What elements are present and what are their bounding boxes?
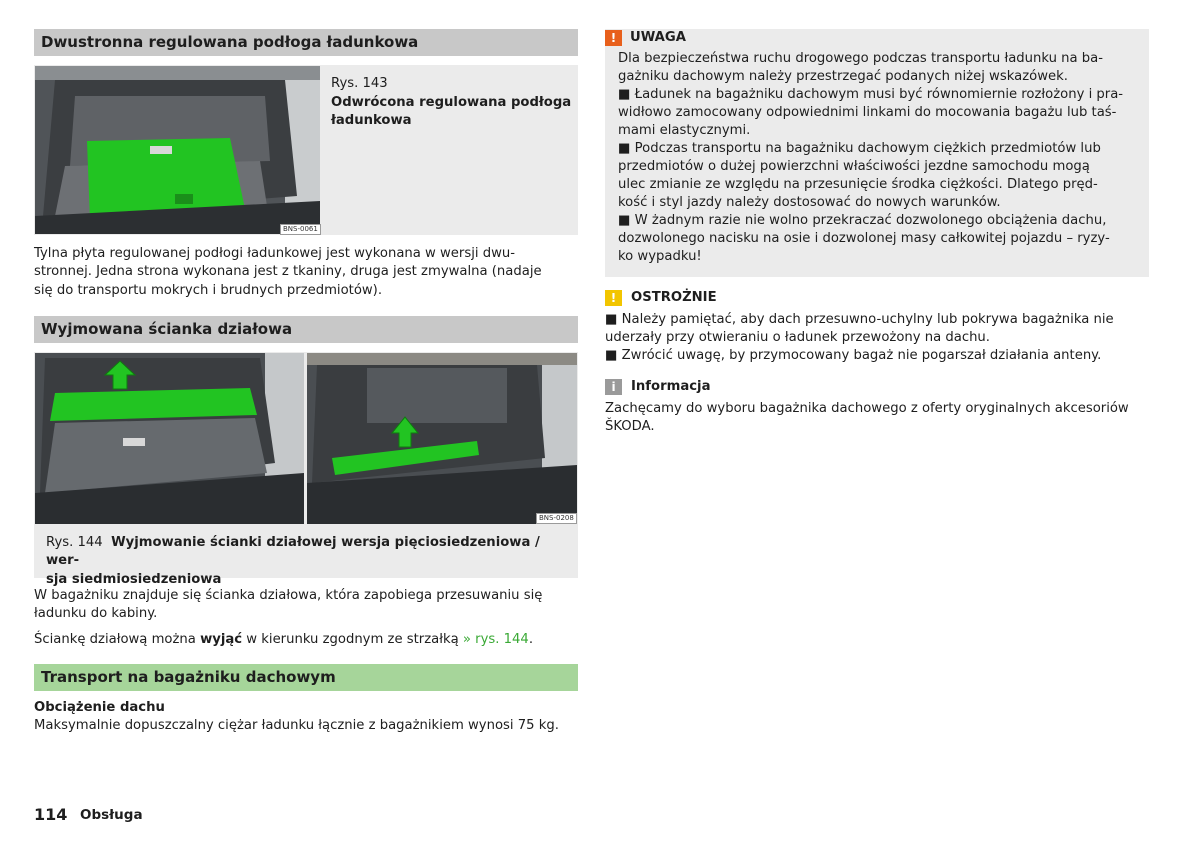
partition-paragraph [34, 587, 579, 624]
roof-load-subheading: Obciążenie dachu [34, 700, 165, 715]
caution-line: ■ Należy pamiętać, aby dach przesuwno-uchylny lub pokrywa bagażnika nie [605, 312, 1114, 327]
roof-load-text: Maksymalnie dopuszczalny ciężar ładunku łącznie z bagażnikiem wynosi 75 kg. [34, 718, 559, 733]
removal-instruction [34, 631, 579, 649]
caution-text [605, 311, 1150, 365]
text-span: Ściankę działową można [34, 632, 201, 647]
warning-title: UWAGA [630, 30, 686, 45]
section-heading-dual-floor: Dwustronna regulowana podłoga ładunkowa [34, 29, 578, 56]
figure-caption-line: Wyjmowanie ścianki działowej wersja pięciosiedzeniowa / wer- [46, 535, 540, 569]
figure-caption-line: ładunkowa [331, 113, 412, 128]
figure-number: Rys. 143 [331, 76, 388, 91]
dual-floor-paragraph [34, 245, 579, 300]
warning-box [605, 29, 1149, 277]
paragraph-line: ładunku do kabiny. [34, 606, 158, 622]
caution-icon: ! [605, 290, 622, 306]
warning-line: ■ Ładunek na bagażniku dachowym musi być równomiernie rozłożony i pra- [618, 87, 1124, 102]
warning-icon: ! [605, 30, 622, 46]
paragraph-line: Tylna płyta regulowanej podłogi ładunkowej jest wykonana w wersji dwu- [34, 246, 515, 261]
figure-code: BNS-0061 [280, 224, 321, 235]
figure-code: BNS-0208 [536, 513, 577, 524]
figure-number: Rys. 144 [46, 535, 103, 550]
figure-144-caption [46, 534, 571, 589]
info-icon: i [605, 379, 622, 395]
info-text [605, 400, 1150, 436]
warning-line: ko wypadku! [618, 249, 702, 264]
caution-line: uderzały przy otwieraniu o ładunek przewożony na dachu. [605, 330, 990, 345]
info-title: Informacja [631, 379, 711, 394]
section-heading-roof-rack: Transport na bagażniku dachowym [34, 664, 578, 691]
text-span: w kierunku zgodnym ze strzałką [242, 632, 463, 647]
cargo-floor-image [35, 66, 320, 234]
partition-five-seat-image [35, 353, 304, 524]
figure-caption-line: sja siedmiosiedzeniowa [46, 571, 222, 587]
warning-line: ulec zmianie ze względu na przesunięcie środka ciężkości. Dlatego pręd- [618, 177, 1098, 192]
caution-line: ■ Zwrócić uwagę, by przymocowany bagaż nie pogarszał działania anteny. [605, 348, 1102, 363]
warning-line: gażniku dachowym należy przestrzegać podanych niżej wskazówek. [618, 69, 1068, 84]
text-bold: wyjąć [200, 632, 243, 647]
partition-seven-seat-image [307, 353, 577, 524]
page-number: 114 [34, 805, 68, 824]
caution-title: OSTROŻNIE [631, 290, 717, 305]
warning-text [618, 50, 1143, 266]
warning-line: ■ Podczas transportu na bagażniku dachowym ciężkich przedmiotów lub [618, 141, 1101, 156]
text-span: . [528, 632, 534, 647]
warning-line: kość i styl jazdy należy dostosować do nowych warunków. [618, 195, 1001, 210]
info-line: Zachęcamy do wyboru bagażnika dachowego z oferty oryginalnych akcesoriów [605, 401, 1129, 416]
paragraph-line: stronnej. Jedna strona wykonana jest z tkaniny, druga jest zmywalna (nadaje [34, 264, 542, 280]
warning-line: widłowo zamocowany odpowiednimi linkami do mocowania bagażu lub taś- [618, 105, 1117, 120]
warning-line: dozwolonego nacisku na osie i dozwolonej masy całkowitej pojazdu – ryzy- [618, 231, 1110, 246]
figure-caption-line: Odwrócona regulowana podłoga [331, 95, 572, 110]
figure-reference-link[interactable]: » rys. 144 [462, 632, 529, 647]
warning-line: przedmiotów o dużej powierzchni właściwości jezdne samochodu mogą [618, 159, 1090, 174]
warning-line: mami elastycznymi. [618, 123, 751, 138]
paragraph-line: się do transportu mokrych i brudnych przedmiotów). [34, 282, 383, 298]
section-heading-partition: Wyjmowana ścianka działowa [34, 316, 578, 343]
warning-line: ■ W żadnym razie nie wolno przekraczać dozwolonego obciążenia dachu, [618, 213, 1107, 228]
chapter-name: Obsługa [80, 807, 143, 823]
info-line: ŠKODA. [605, 419, 655, 434]
paragraph-line: W bagażniku znajduje się ścianka działowa, która zapobiega przesuwaniu się [34, 588, 543, 603]
warning-line: Dla bezpieczeństwa ruchu drogowego podczas transportu ładunku na ba- [618, 51, 1104, 66]
